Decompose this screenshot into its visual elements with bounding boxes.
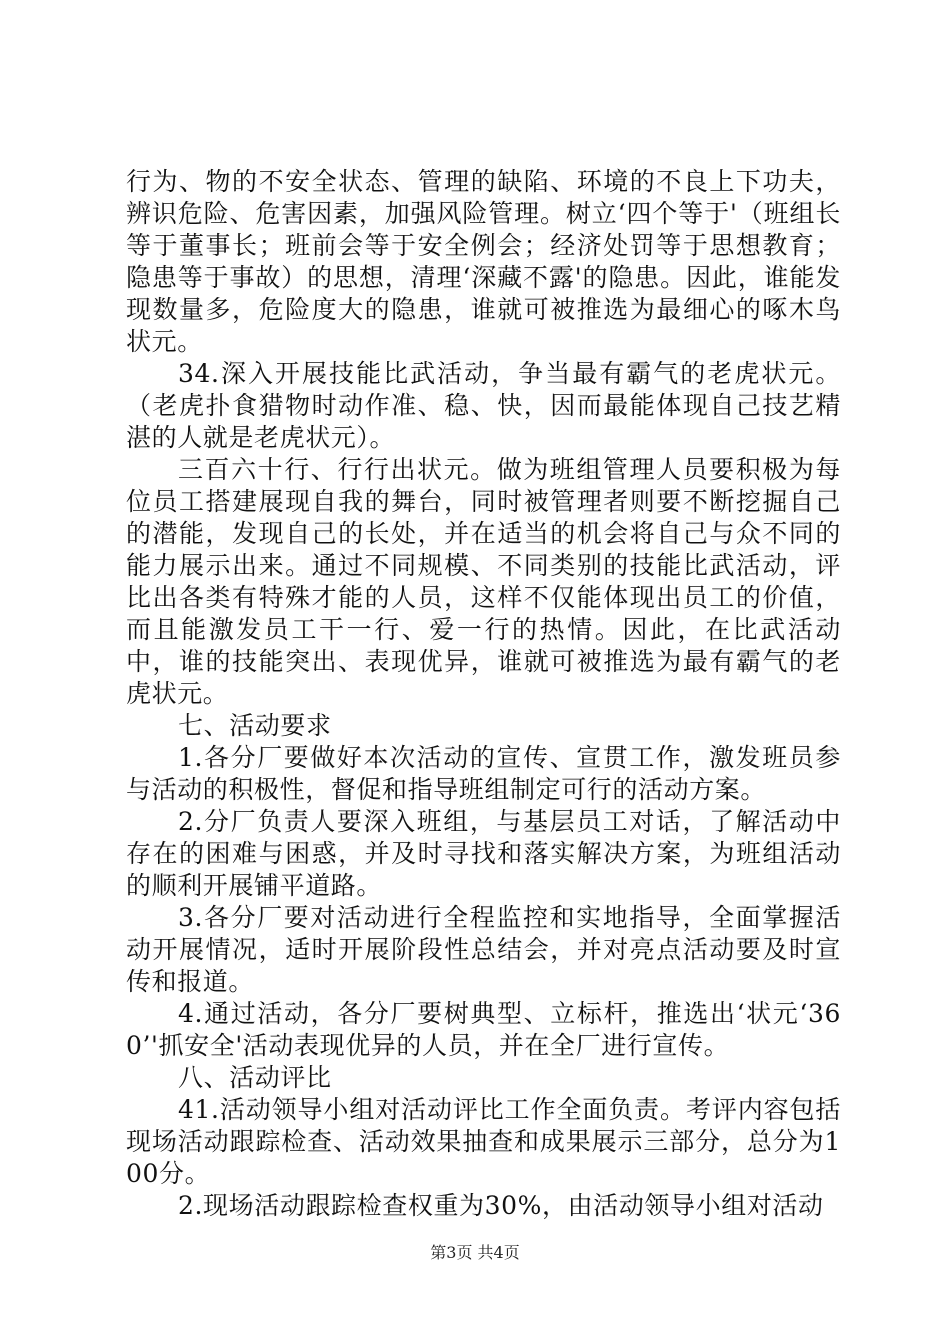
paragraph-item-34: 34.深入开展技能比武活动，争当最有霸气的老虎状元。（老虎扑食猎物时动作准、稳、快，因而最能体现自己技艺精湛的人就是老虎状元）。 <box>126 359 841 452</box>
paragraph-requirement-4: 4.通过活动，各分厂要树典型、立标杆，推选出‘状元‘360’'抓安全'活动表现优异的人员，并在全厂进行宣传。 <box>126 999 841 1060</box>
paragraph-evaluation-41: 41.活动领导小组对活动评比工作全面负责。考评内容包括现场活动跟踪检查、活动效果抽查和成果展示三部分，总分为100分。 <box>126 1095 841 1188</box>
section-heading-evaluation: 八、活动评比 <box>178 1063 332 1092</box>
section-heading-requirements: 七、活动要求 <box>178 711 332 740</box>
paragraph-requirement-3: 3.各分厂要对活动进行全程监控和实地指导，全面掌握活动开展情况，适时开展阶段性总结会，并对亮点活动要及时宣传和报道。 <box>126 903 841 996</box>
paragraph-continued: 行为、物的不安全状态、管理的缺陷、环境的不良上下功夫，辨识危险、危害因素，加强风险管理。树立‘四个等于'（班组长等于董事长；班前会等于安全例会；经济处罚等于思想教育；隐患等于事故）的思想，清理‘深藏不露'的隐患。因此，谁能发现数量多，危险度大的隐患，谁就可被推选为最细心的啄木鸟状元。 <box>126 167 841 356</box>
paragraph-requirement-1: 1.各分厂要做好本次活动的宣传、宣贯工作，激发班员参与活动的积极性，督促和指导班组制定可行的活动方案。 <box>126 743 841 804</box>
paragraph-tiger-champion: 三百六十行、行行出状元。做为班组管理人员要积极为每位员工搭建展现自我的舞台，同时被管理者则要不断挖掘自己的潜能，发现自己的长处，并在适当的机会将自己与众不同的能力展示出来。通过不同规模、不同类别的技能比武活动，评比出各类有特殊才能的人员，这样不仅能体现出员工的价值，而且能激发员工干一行、爱一行的热情。因此，在比武活动中，谁的技能突出、表现优异，谁就可被推选为最有霸气的老虎状元。 <box>126 455 841 708</box>
document-body <box>126 166 841 1222</box>
page-footer: 第3页 共4页 <box>430 1243 520 1262</box>
paragraph-evaluation-2: 2.现场活动跟踪检查权重为30%，由活动领导小组对活动 <box>178 1191 824 1220</box>
paragraph-requirement-2: 2.分厂负责人要深入班组，与基层员工对话，了解活动中存在的困难与困惑，并及时寻找和落实解决方案，为班组活动的顺利开展铺平道路。 <box>126 807 841 900</box>
